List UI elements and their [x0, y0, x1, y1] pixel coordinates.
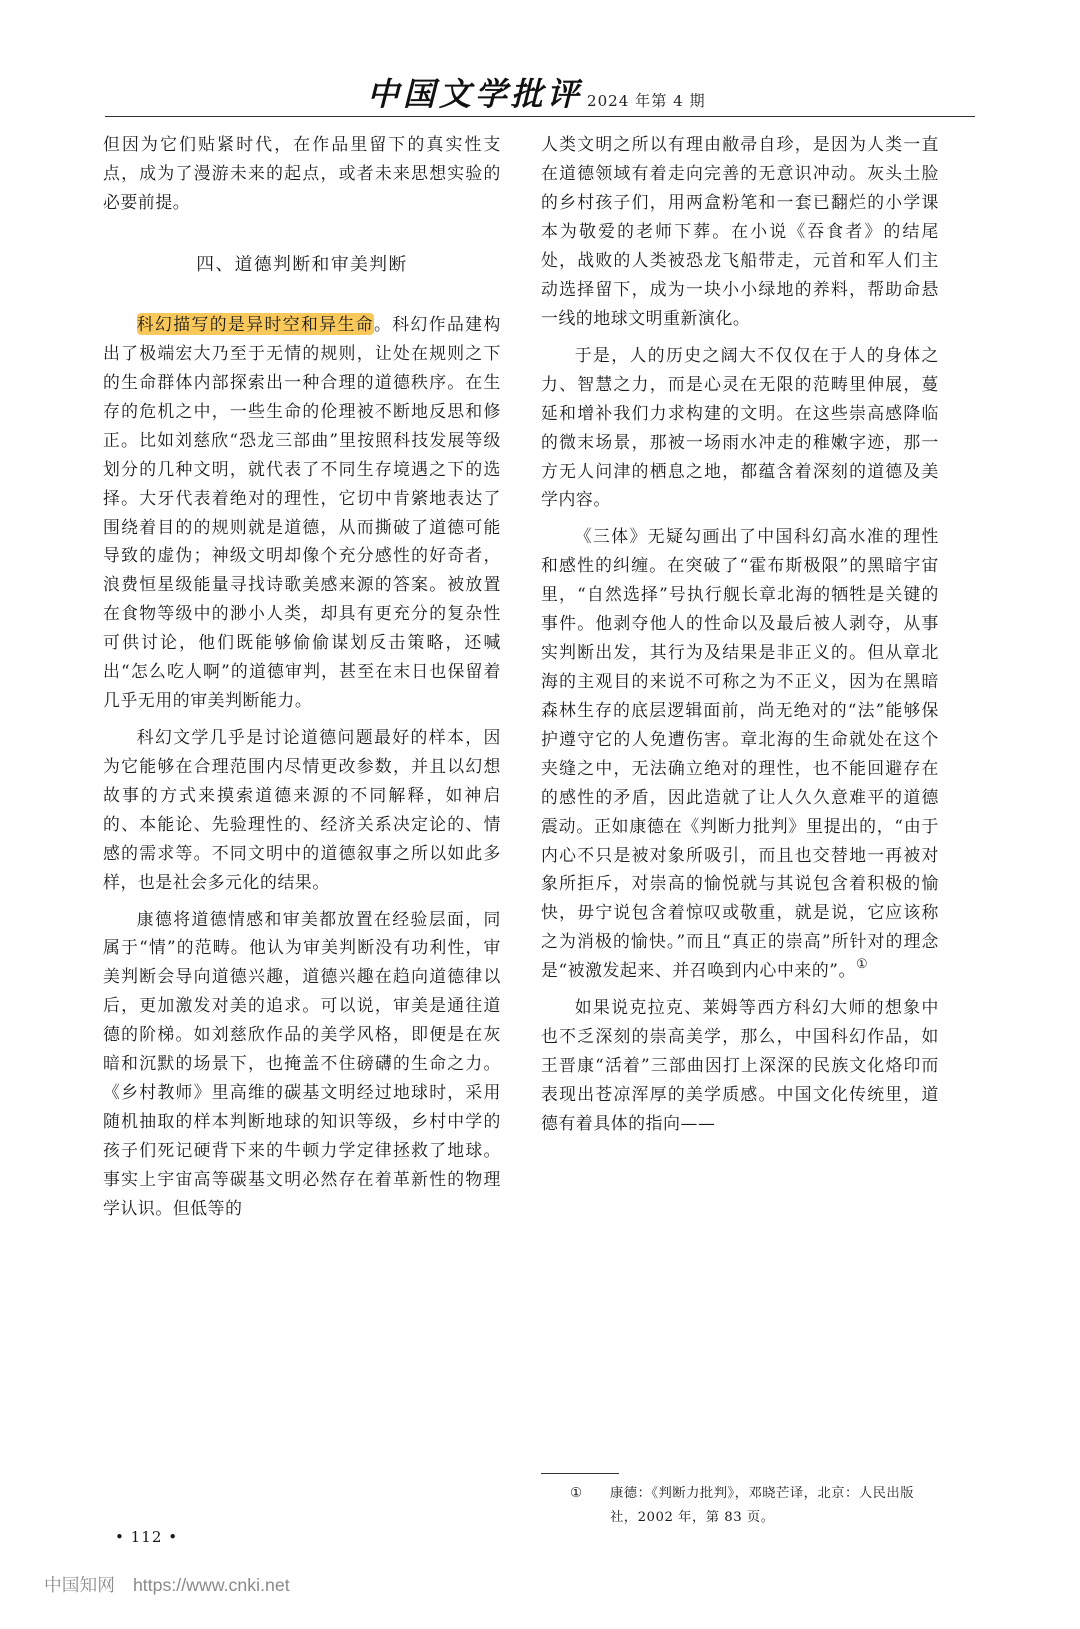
footnote [570, 1482, 938, 1530]
footnote-mark: ① [570, 1485, 583, 1501]
paragraph-civilization: 人类文明之所以有理由敝帚自珍，是因为人类一直在道德领域有着走向完善的无意识冲动。灰头土脸的乡村孩子们，用两盒粉笔和一套已翻烂的小学课本为敬爱的老师下葬。在小说《吞食者》的结尾处，战败的人类被恐龙飞船带走，元首和军人们主动选择留下，成为一块小小绿地的养料，帮助命悬一线的地球文明重新演化。 [541, 134, 939, 328]
paragraph-kant-aesthetics: 康德将道德情感和审美都放置在经验层面，同属于“情”的范畴。他认为审美判断没有功利性，审美判断会导向道德兴趣，道德兴趣在趋向道德律以后，更加激发对美的追求。可以说，审美是通往道德的阶梯。如刘慈欣作品的美学风格，即便是在灰暗和沉默的场景下，也掩盖不住磅礴的生命之力。《乡村教师》里高维的碳基文明经过地球时，采用随机抽取的样本判断地球的知识等级，乡村中学的孩子们死记硬背下来的牛顿力学定律拯救了地球。事实上宇宙高等碳基文明必然存在着革新性的物理学认识。但低等的 [103, 908, 501, 1218]
page-header [105, 53, 975, 117]
watermark-site-name: 中国知网 [44, 1575, 115, 1596]
left-column [103, 130, 501, 1222]
intro-paragraph: 但因为它们贴紧时代，在作品里留下的真实性支点，成为了漫游未来的起点，或者未来思想实验的必要前提。 [103, 134, 501, 213]
paragraph-western-scifi: 如果说克拉克、莱姆等西方科幻大师的想象中也不乏深刻的崇高美学，那么，中国科幻作品，如王晋康“活着”三部曲因打上深深的民族文化烙印而表现出苍凉浑厚的美学质感。中国文化传统里，道德有着具体的指向—— [541, 997, 939, 1133]
highlighted-text[interactable]: 科幻描写的是异时空和异生命 [136, 314, 375, 335]
issue-label: 2024 年第 4 期 [587, 92, 706, 111]
paragraph-text: 。科幻作品建构出了极端宏大乃至于无情的规则，让处在规则之下的生命群体内部探索出一种合理的道德秩序。在生存的危机之中，一些生命的伦理被不断地反思和修正。比如刘慈欣“恐龙三部曲”里按照科技发展等级划分的几种文明，就代表了不同生存境遇之下的选择。大牙代表着绝对的理性，它切中肯綮地表达了围绕着目的的规则就是道德，从而撕破了道德可能导致的虚伪；神级文明却像个充分感性的好奇者，浪费恒星级能量寻找诗歌美感来源的答案。被放置在食物等级中的渺小人类，却具有更充分的复杂性可供讨论，他们既能够偷偷谋划反击策略，还喊出“怎么吃人啊”的道德审判，甚至在末日也保留着几乎无用的审美判断能力。 [103, 314, 501, 711]
watermark [44, 1572, 290, 1597]
page-number: • 112 • [115, 1527, 179, 1546]
watermark-url[interactable]: https://www.cnki.net [132, 1575, 290, 1596]
footnote-reference[interactable]: ① [855, 957, 869, 973]
footnote-text: 康德：《判断力批判》，邓晓芒译，北京：人民出版社，2002 年，第 83 页。 [610, 1485, 915, 1525]
paragraph-human-history: 于是，人的历史之阔大不仅仅在于人的身体之力、智慧之力，而是心灵在无限的范畴里伸展，蔓延和增补我们力求构建的文明。在这些崇高感降临的微末场景，那被一场雨水冲走的稚嫩字迹，那一方无人问津的栖息之地，都蕴含着深刻的道德及美学内容。 [541, 344, 939, 510]
paragraph-moral-sample: 科幻文学几乎是讨论道德问题最好的样本，因为它能够在合理范围内尽情更改参数，并且以幻想故事的方式来摸索道德来源的不同解释，如神启的、本能论、先验理性的、经济关系决定论的、情感的需求等。不同文明中的道德叙事之所以如此多样，也是社会多元化的结果。 [103, 727, 501, 892]
journal-logo: 中国文学批评 [367, 75, 583, 114]
section-heading: 四、道德判断和审美判断 [196, 255, 408, 276]
paragraph-three-body [541, 522, 939, 985]
right-column [541, 130, 939, 1137]
paragraph-scifi-morality [103, 310, 501, 715]
paragraph-text: 《三体》无疑勾画出了中国科幻高水准的理性和感性的纠缠。在突破了“霍布斯极限”的黑暗宇宙里，“自然选择”号执行舰长章北海的牺牲是关键的事件。他剥夺他人的性命以及最后被人剥夺，从事实判断出发，其行为及结果是非正义的。但从章北海的主观目的来说不可称之为不正义，因为在黑暗森林生存的底层逻辑面前，尚无绝对的“法”能够保护遵守它的人免遭伤害。章北海的生命就处在这个夹缝之中，无法确立绝对的理性，也不能回避存在的感性的矛盾，因此造就了让人久久意难平的道德震动。正如康德在《判断力批判》里提出的，“由于内心不只是被对象所吸引，而且也交替地一再被对象所拒斥，对崇高的愉悦就与其说包含着积极的愉快，毋宁说包含着惊叹或敬重，就是说，它应该称之为消极的愉快。”而且“真正的崇高”所针对的理念是“被激发起来、并召唤到内心中来的”。 [541, 526, 939, 981]
footnote-divider [541, 1473, 619, 1474]
header-rule [105, 116, 975, 117]
